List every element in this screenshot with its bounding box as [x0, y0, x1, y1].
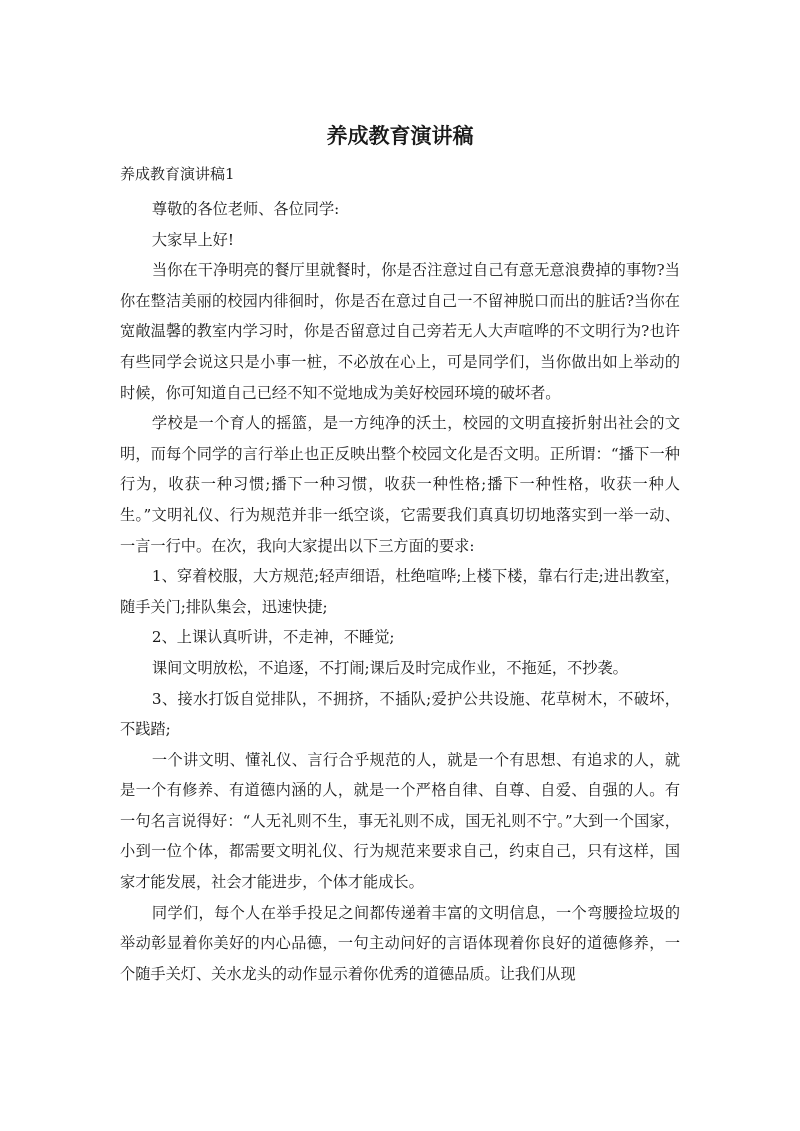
paragraph: 课间文明放松，不追逐，不打闹;课后及时完成作业，不拖延，不抄袭。 — [151, 658, 628, 677]
paragraph-greeting: 大家早上好! — [151, 230, 234, 249]
paragraph: 学校是一个育人的摇篮，是一方纯净的沃土，校园的文明直接折射出社会的文明，而每个同学的言行举止也正反映出整个校园文化是否文明。正所谓：“播下一种行为，收获一种习惯;播下一种习惯，收获一种性格;播下一种性格，收获一种人生。”文明礼仪、行为规范并非一纸空谈，它需要我们真真切切地落实到一举一动、一言一行中。在次，我向大家提出以下三方面的要求: — [120, 414, 680, 555]
paragraph-requirement-1: 1、穿着校服，大方规范;轻声细语，杜绝喧哗;上楼下楼，靠右行走;进出教室，随手关门;排队集会，迅速快捷; — [120, 567, 680, 616]
paragraph-requirement-2: 2、上课认真听讲，不走神，不睡觉; — [151, 628, 395, 647]
paragraph: 当你在干净明亮的餐厅里就餐时，你是否注意过自己有意无意浪费掉的事物?当你在整洁美丽的校园内徘徊时，你是否在意过自己一不留神脱口而出的脏话?当你在宽敞温馨的教室内学习时，你是否留意过自己旁若无人大声喧哗的不文明行为?也许有些同学会说这只是小事一桩，不必放在心上，可是同学们，当你做出如上举动的时候，你可知道自己已经不知不觉地成为美好校园环境的破坏者。 — [120, 261, 680, 402]
paragraph-salutation: 尊敬的各位老师、各位同学: — [151, 200, 340, 218]
document-title: 养成教育演讲稿 — [326, 124, 474, 148]
document-body — [120, 194, 680, 989]
paragraph: 同学们，每个人在举手投足之间都传递着丰富的文明信息，一个弯腰捡垃圾的举动彰显着你美好的内心品德，一句主动问好的言语体现着你良好的道德修养，一个随手关灯、关水龙头的动作显示着你优秀的道德品质。让我们从现 — [120, 903, 680, 983]
paragraph: 一个讲文明、懂礼仪、言行合乎规范的人，就是一个有思想、有追求的人，就是一个有修养、有道德内涵的人，就是一个严格自律、自尊、自爱、自强的人。有一句名言说得好：“人无礼则不生，事无礼则不成，国无礼则不宁。”大到一个国家，小到一位个体，都需要文明礼仪、行为规范来要求自己，约束自己，只有这样，国家才能发展，社会才能进步，个体才能成长。 — [120, 750, 680, 892]
document-subtitle: 养成教育演讲稿1 — [120, 165, 235, 183]
paragraph-requirement-3: 3、接水打饭自觉排队，不拥挤，不插队;爱护公共设施、花草树木，不破坏，不践踏; — [120, 689, 680, 739]
